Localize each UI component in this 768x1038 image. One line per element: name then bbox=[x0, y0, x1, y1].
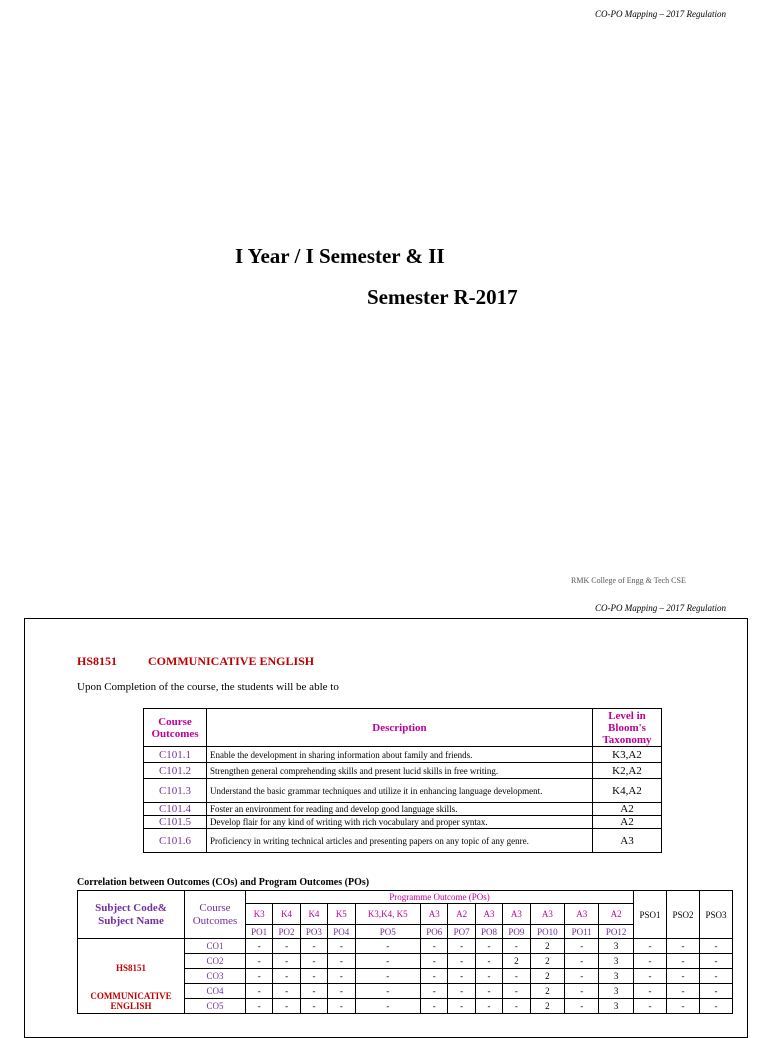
po-cell: - bbox=[300, 954, 327, 969]
po-cell: - bbox=[634, 969, 667, 984]
po-cell: - bbox=[700, 984, 733, 999]
po-code-2: PO2 bbox=[273, 925, 300, 939]
po-level-2: K4 bbox=[273, 904, 300, 925]
co-description: Foster an environment for reading and develop good language skills. bbox=[207, 803, 593, 816]
po-level-8: A3 bbox=[475, 904, 502, 925]
po-level-5: K3,K4, K5 bbox=[355, 904, 421, 925]
po-level-12: A2 bbox=[599, 904, 634, 925]
po-cell: - bbox=[355, 969, 421, 984]
po-level-7: A2 bbox=[448, 904, 475, 925]
po-cell: - bbox=[700, 954, 733, 969]
po-cell: - bbox=[700, 969, 733, 984]
po-cell: - bbox=[355, 984, 421, 999]
po-level-6: A3 bbox=[421, 904, 448, 925]
po-code-9: PO9 bbox=[503, 925, 530, 939]
po-cell: - bbox=[300, 939, 327, 954]
po-cell: - bbox=[634, 954, 667, 969]
co-po-correlation-table bbox=[77, 890, 733, 1014]
po-cell: 3 bbox=[599, 969, 634, 984]
po-row-co: CO3 bbox=[185, 969, 246, 984]
po-code-6: PO6 bbox=[421, 925, 448, 939]
co-table-row bbox=[144, 816, 662, 829]
po-cell: - bbox=[328, 999, 355, 1014]
po-cell: - bbox=[667, 999, 700, 1014]
co-level: A3 bbox=[593, 829, 662, 853]
po-header-pso1: PSO1 bbox=[634, 891, 667, 939]
po-cell: - bbox=[355, 954, 421, 969]
po-cell: - bbox=[273, 969, 300, 984]
po-cell: - bbox=[448, 984, 475, 999]
po-cell: - bbox=[421, 969, 448, 984]
po-row-co: CO5 bbox=[185, 999, 246, 1014]
co-description: Proficiency in writing technical articles and presenting papers on any topic of any genre. bbox=[207, 829, 593, 853]
po-header-course-outcomes: Course Outcomes bbox=[185, 891, 246, 939]
po-row-co: CO1 bbox=[185, 939, 246, 954]
po-code-8: PO8 bbox=[475, 925, 502, 939]
po-cell: - bbox=[475, 939, 502, 954]
co-id: C101.5 bbox=[144, 816, 207, 829]
po-cell: - bbox=[475, 969, 502, 984]
running-header-page1: CO-PO Mapping – 2017 Regulation bbox=[595, 9, 726, 19]
co-description: Strengthen general comprehending skills and present lucid skills in free writing. bbox=[207, 763, 593, 779]
po-header-pso2: PSO2 bbox=[667, 891, 700, 939]
po-level-11: A3 bbox=[565, 904, 599, 925]
po-cell: - bbox=[328, 969, 355, 984]
po-subject-code: HS8151 bbox=[115, 963, 146, 973]
po-cell: - bbox=[246, 939, 273, 954]
po-cell: - bbox=[421, 939, 448, 954]
po-cell: - bbox=[300, 984, 327, 999]
po-header-group: Programme Outcome (POs) bbox=[246, 891, 634, 904]
po-cell: - bbox=[634, 984, 667, 999]
po-cell: 3 bbox=[599, 954, 634, 969]
po-cell: - bbox=[503, 984, 530, 999]
po-cell: - bbox=[503, 939, 530, 954]
po-cell: - bbox=[246, 984, 273, 999]
co-table-row bbox=[144, 747, 662, 763]
po-cell: 3 bbox=[599, 999, 634, 1014]
co-description: Enable the development in sharing information about family and friends. bbox=[207, 747, 593, 763]
po-cell: - bbox=[300, 999, 327, 1014]
po-cell: - bbox=[565, 984, 599, 999]
co-id: C101.1 bbox=[144, 747, 207, 763]
subject-heading bbox=[77, 654, 314, 669]
running-header-page2: CO-PO Mapping – 2017 Regulation bbox=[595, 603, 726, 613]
co-description: Understand the basic grammar techniques and utilize it in enhancing language development. bbox=[207, 779, 593, 803]
po-cell: - bbox=[328, 939, 355, 954]
po-header-pso3: PSO3 bbox=[700, 891, 733, 939]
correlation-title: Correlation between Outcomes (COs) and Program Outcomes (POs) bbox=[77, 877, 370, 888]
po-cell: 2 bbox=[530, 984, 565, 999]
po-cell: - bbox=[328, 954, 355, 969]
course-outcome-table bbox=[143, 708, 662, 853]
po-level-9: A3 bbox=[503, 904, 530, 925]
po-cell: - bbox=[667, 939, 700, 954]
po-cell: - bbox=[503, 969, 530, 984]
po-cell: - bbox=[475, 999, 502, 1014]
po-cell: - bbox=[273, 939, 300, 954]
po-cell: - bbox=[565, 939, 599, 954]
po-cell: - bbox=[328, 984, 355, 999]
co-id: C101.3 bbox=[144, 779, 207, 803]
po-cell: 2 bbox=[530, 969, 565, 984]
po-cell: - bbox=[273, 999, 300, 1014]
co-description: Develop flair for any kind of writing with rich vocabulary and proper syntax. bbox=[207, 816, 593, 829]
po-cell: - bbox=[355, 999, 421, 1014]
po-cell: - bbox=[273, 954, 300, 969]
po-code-4: PO4 bbox=[328, 925, 355, 939]
po-subject-cell bbox=[78, 939, 185, 1014]
co-table-row bbox=[144, 763, 662, 779]
po-cell: - bbox=[667, 969, 700, 984]
po-code-10: PO10 bbox=[530, 925, 565, 939]
co-level: A2 bbox=[593, 803, 662, 816]
po-row-co: CO4 bbox=[185, 984, 246, 999]
co-id: C101.4 bbox=[144, 803, 207, 816]
po-cell: - bbox=[421, 954, 448, 969]
co-table-row bbox=[144, 779, 662, 803]
po-cell: - bbox=[246, 969, 273, 984]
po-cell: - bbox=[300, 969, 327, 984]
po-cell: - bbox=[503, 999, 530, 1014]
co-id: C101.6 bbox=[144, 829, 207, 853]
po-code-7: PO7 bbox=[448, 925, 475, 939]
po-code-3: PO3 bbox=[300, 925, 327, 939]
po-cell: - bbox=[448, 969, 475, 984]
po-level-10: A3 bbox=[530, 904, 565, 925]
po-cell: - bbox=[246, 999, 273, 1014]
co-header-description: Description bbox=[207, 709, 593, 747]
intro-text: Upon Completion of the course, the students will be able to bbox=[77, 681, 339, 693]
po-cell: - bbox=[448, 939, 475, 954]
po-level-1: K3 bbox=[246, 904, 273, 925]
co-table-row bbox=[144, 829, 662, 853]
po-cell: - bbox=[475, 954, 502, 969]
po-cell: 2 bbox=[530, 954, 565, 969]
po-cell: 3 bbox=[599, 939, 634, 954]
po-code-11: PO11 bbox=[565, 925, 599, 939]
co-table-row bbox=[144, 803, 662, 816]
po-cell: - bbox=[565, 999, 599, 1014]
po-cell: - bbox=[421, 984, 448, 999]
po-code-5: PO5 bbox=[355, 925, 421, 939]
page-title-line2: Semester R-2017 bbox=[367, 285, 518, 309]
po-cell: 2 bbox=[530, 999, 565, 1014]
po-cell: 2 bbox=[530, 939, 565, 954]
po-cell: - bbox=[273, 984, 300, 999]
page-footer-cut: RMK College of Engg & Tech CSE bbox=[571, 576, 686, 585]
co-level: K2,A2 bbox=[593, 763, 662, 779]
po-cell: - bbox=[700, 939, 733, 954]
po-cell: - bbox=[667, 984, 700, 999]
po-header-subject: Subject Code& Subject Name bbox=[78, 891, 185, 939]
co-level: A2 bbox=[593, 816, 662, 829]
po-cell: - bbox=[565, 969, 599, 984]
po-cell: - bbox=[634, 999, 667, 1014]
po-row-co: CO2 bbox=[185, 954, 246, 969]
po-cell: - bbox=[700, 999, 733, 1014]
co-header-course-outcomes: Course Outcomes bbox=[144, 709, 207, 747]
po-cell: - bbox=[448, 999, 475, 1014]
po-code-1: PO1 bbox=[246, 925, 273, 939]
po-cell: - bbox=[667, 954, 700, 969]
page-title-line1: I Year / I Semester & II bbox=[235, 244, 445, 268]
po-cell: - bbox=[565, 954, 599, 969]
co-level: K4,A2 bbox=[593, 779, 662, 803]
po-cell: - bbox=[421, 999, 448, 1014]
po-cell: - bbox=[634, 939, 667, 954]
po-cell: - bbox=[246, 954, 273, 969]
co-id: C101.2 bbox=[144, 763, 207, 779]
po-cell: - bbox=[355, 939, 421, 954]
po-subject-name: COMMUNICATIVE ENGLISH bbox=[90, 991, 172, 1011]
po-cell: - bbox=[448, 954, 475, 969]
po-table-row bbox=[78, 939, 733, 954]
po-level-4: K5 bbox=[328, 904, 355, 925]
co-header-level: Level in Bloom's Taxonomy bbox=[593, 709, 662, 747]
subject-code: HS8151 bbox=[77, 654, 118, 668]
po-cell: 3 bbox=[599, 984, 634, 999]
co-level: K3,A2 bbox=[593, 747, 662, 763]
po-level-3: K4 bbox=[300, 904, 327, 925]
po-cell: - bbox=[475, 984, 502, 999]
subject-name: COMMUNICATIVE ENGLISH bbox=[148, 654, 315, 668]
po-code-12: PO12 bbox=[599, 925, 634, 939]
po-cell: 2 bbox=[503, 954, 530, 969]
